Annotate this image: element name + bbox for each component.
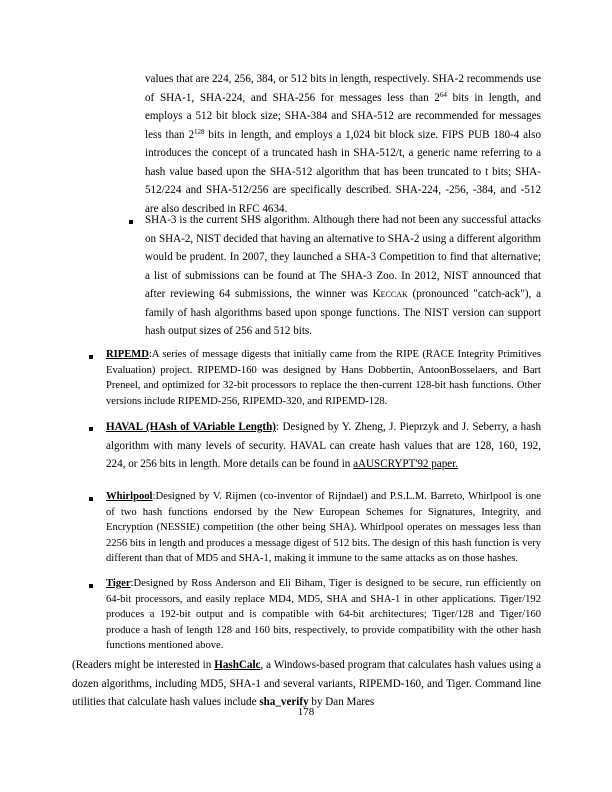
closing-paragraph [72,656,541,712]
sha3-text-1: SHA-3 is the current SHS algorithm. Although there had not been any successful attacks on SHA-2, NIST decided that having an alternative to SHA-2 using a different algorithm would be prudent. In 2007, they launched a SHA-3 Competition to find that alternative; a list of submissions can be found at The SHA-3 Zoo. In 2012, NIST announced that after reviewing 64 submissions, the winner was [145,214,541,300]
whirlpool-term: Whirlpool [106,491,153,502]
tiger-term: Tiger [106,578,131,589]
haval-paragraph [106,418,541,474]
sha2-text-2: bits in length, and employs a 512 bit block size; SHA-384 and SHA-512 are recommended for messages less than 2 [145,91,541,141]
sha-verify-name: sha_verify [259,696,309,708]
haval-term: HAVAL (HAsh of VAriable Length) [106,421,276,433]
sha2-paragraph [145,70,541,218]
keccak-name: Keccak [372,288,408,300]
whirlpool-paragraph [106,489,541,567]
ripemd-term: RIPEMD [106,349,149,360]
sha3-text-2: (pronounced "catch-ack"), a family of hash algorithms based upon sponge functions. The NIST version can support hash output sizes of 256 and 512 bits. [145,288,541,337]
sha2-text-1: values that are 224, 256, 384, or 512 bits in length, respectively. SHA-2 recommends use of SHA-1, SHA-224, and SHA-256 for messages less than 2 [145,73,541,104]
tiger-paragraph [106,576,541,654]
exponent-64: 64 [439,90,447,99]
closing-text-2: , a Windows-based program that calculates hash values using a dozen algorithms, including MD5, SHA-1 and several variants, RIPEMD-160, and Tiger. Command line utilities that calculate hash values include [72,659,541,708]
sha3-paragraph [145,211,541,341]
sha2-text-3: bits in length, and employs a 1,024 bit block size. FIPS PUB 180-4 also introduces the concept of a truncated hash in SHA-512/t, a generic name referring to a hash value based upon the SHA-512 algorithm that has been truncated to t bits; SHA-512/224 and SHA-512/256 are specifically described. SHA-224, -256, -384, and -512 are also described in RFC 4634. [145,128,541,215]
whirlpool-text: :Designed by V. Rijmen (co-inventor of Rijndael) and P.S.L.M. Barreto, Whirlpool is one of two hash functions endorsed by the New European Schemes for Signatures, Integrity, and Encryption (NESSIE) competition (the other being SHA). Whirlpool operates on messages less than 2256 bits in length and produces a message digest of 512 bits. The design of this hash function is very different than that of MD5 and SHA-1, making it immune to the same attacks as on those hashes. [106,491,541,565]
auscrypt-reference: aAUSCRYPT'92 paper. [353,458,459,470]
haval-text: : Designed by Y. Zheng, J. Pieprzyk and J. Seberry, a hash algorithm with many levels of security. HAVAL can create hash values that are 128, 160, 192, 224, or 256 bits in length. More details can be found in [106,421,541,470]
bullet-whirlpool [89,497,93,501]
tiger-text: :Designed by Ross Anderson and Eli Biham, Tiger is designed to be secure, run efficiently on 64-bit processors, and easily replace MD4, MD5, SHA and SHA-1 in other applications. Tiger/192 produces a 192-bit output and is compatible with 64-bit architectures; Tiger/128 and Tiger/160 produce a hash of length 128 and 160 bits, respectively, to provide compatibility with the other hash functions mentioned above. [106,578,541,652]
closing-text-1: (Readers might be interested in [72,659,215,671]
bullet-haval [89,427,93,431]
hashcalc-link[interactable]: HashCalc [214,659,261,671]
closing-text-3: by Dan Mares [308,696,375,708]
ripemd-text: :A series of message digests that initially came from the RIPE (RACE Integrity Primitives Evaluation) project. RIPEMD-160 was designed by Hans Dobbertin, AntoonBosselaers, and Bart Preneel, and optimized for 32-bit processors to replace the then-current 128-bit hash functions. Other versions include RIPEMD-256, RIPEMD-320, and RIPEMD-128. [106,349,541,407]
page-number: 178 [297,706,315,718]
bullet-sha3 [129,220,133,224]
ripemd-paragraph [106,347,541,409]
bullet-tiger [89,584,93,588]
exponent-128: 128 [194,127,205,136]
bullet-ripemd [89,355,93,359]
